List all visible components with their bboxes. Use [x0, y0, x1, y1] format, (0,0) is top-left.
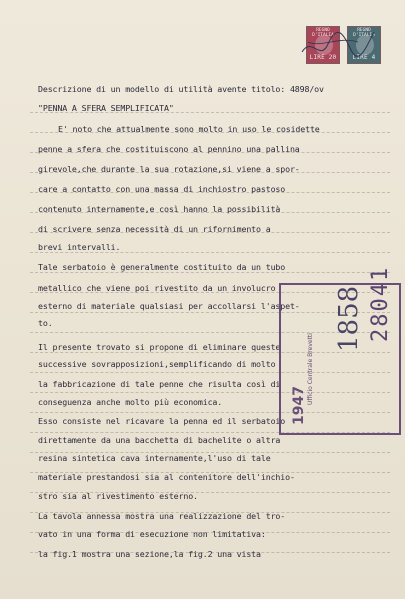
ruled-line: [30, 272, 390, 273]
text-line: resina sintetica cava internamente,l'uso di tale: [38, 453, 271, 463]
text-line: brevi intervalli.: [38, 242, 121, 252]
text-line: contenuto internamente,e così hanno la possibilità: [38, 204, 281, 214]
text-line: Tale serbatoio è generalmente costituito da un tubo: [38, 262, 286, 272]
text-line: successive sovrapposizioni,semplificando di molto: [38, 359, 276, 369]
stamp-top-text: REGNO D'ITALIA: [312, 28, 334, 38]
text-line: to.: [38, 318, 53, 328]
text-line: care a contatto con una massa di inchiostro pastoso: [38, 184, 286, 194]
ruled-line: [30, 252, 390, 253]
text-line: E' noto che attualmente sono molto in uso le cosidette: [58, 124, 320, 134]
text-line: penne a sfera che costituiscono al pennino una pallina: [38, 144, 300, 154]
text-line: la fabbricazione di tale penne che risulta così di: [38, 379, 281, 389]
handwritten-number: 1858: [334, 285, 364, 352]
text-line: esterno di materiale qualsiasi per accollarsi l'aspet-: [38, 301, 300, 311]
text-line: "PENNA A SFERA SEMPLIFICATA": [38, 103, 174, 113]
text-line: Esso consiste nel ricavare la penna ed il serbatoio: [38, 416, 286, 426]
text-line: vato in una forma di esecuzione non limitativa:: [38, 529, 266, 539]
office-stamp-label: Ufficio Centrale Brevetti: [307, 333, 314, 405]
text-line: conseguenza anche molto più economica.: [38, 397, 223, 407]
text-line: direttamente da una bacchetta di bachelite o altra: [38, 435, 281, 445]
text-line: la fig.1 mostra una sezione,la fig.2 una vista: [38, 549, 261, 559]
office-stamp-year: 1947: [291, 386, 307, 425]
text-line: materiale prestandosi sia al contenitore dell'inchio-: [38, 472, 295, 482]
text-line: Descrizione di un modello di utilità avente titolo: 4898/ov: [38, 84, 324, 94]
stamped-number: 28041: [368, 265, 393, 342]
text-line: girevole,che durante la sua rotazione,si viene a spor-: [38, 164, 300, 174]
signature-scribble: [298, 22, 378, 66]
stamp-value: LIRE 20: [309, 54, 337, 61]
text-line: di scrivere senza necessità di un rifornimento a: [38, 224, 271, 234]
stamp-top-text: REGNO D'ITALIA: [353, 28, 375, 38]
text-line: stro sia al rivestimento esterno.: [38, 491, 198, 501]
text-line: Il presente trovato si propone di eliminare queste: [38, 342, 281, 352]
stamp-value: LIRE 4: [352, 54, 376, 61]
text-line: La tavola annessa mostra una realizzazione del tro-: [38, 511, 286, 521]
text-line: metallico che viene poi rivestito da un involucro: [38, 283, 276, 293]
